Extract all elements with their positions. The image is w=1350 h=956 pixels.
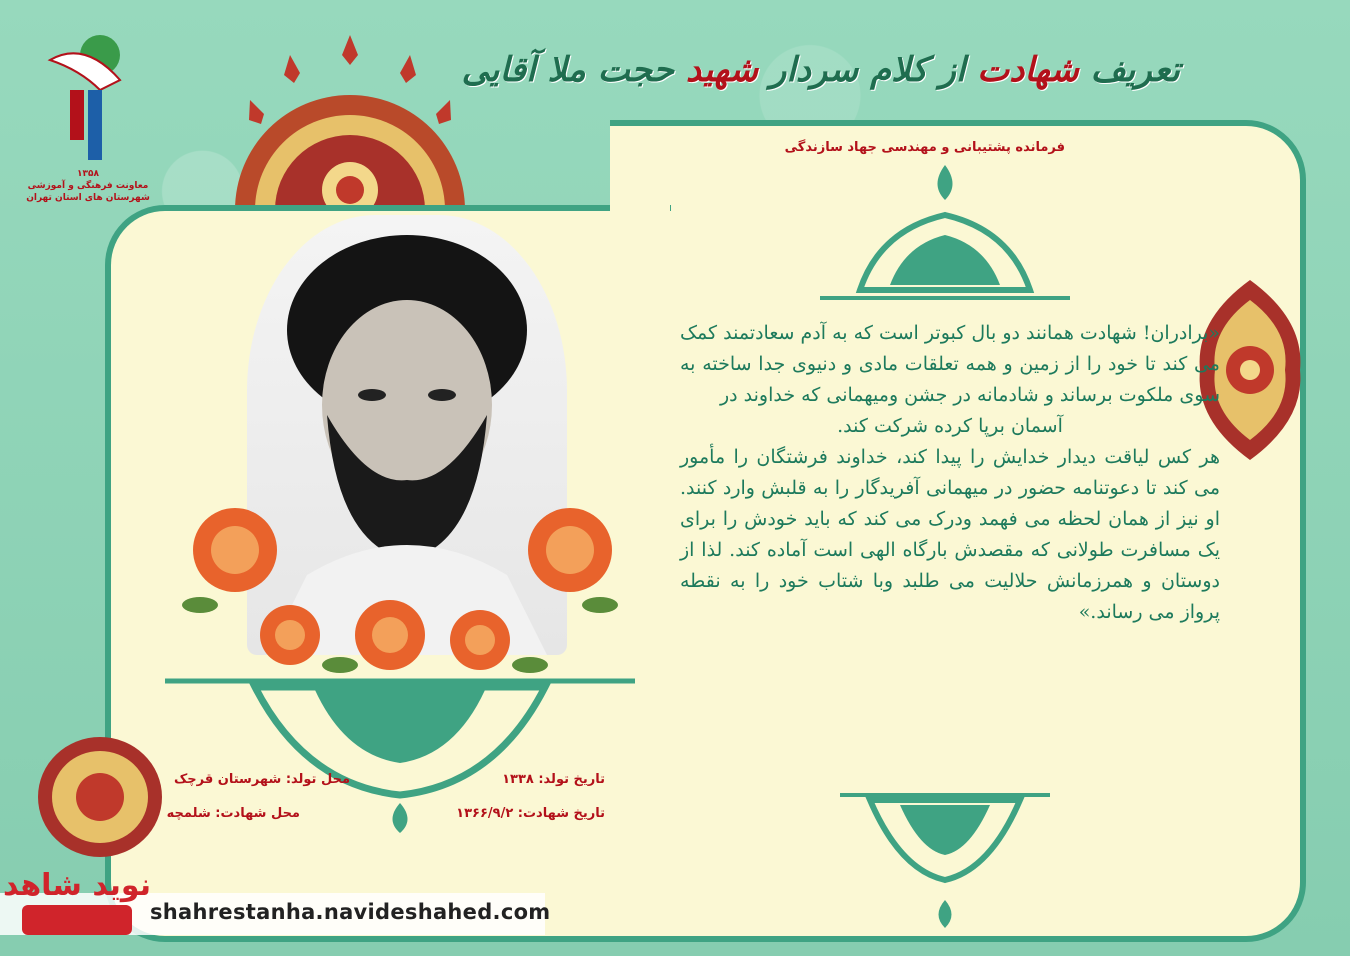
- brand-text: نوید شاهد: [2, 868, 152, 903]
- brand-logo: [2, 850, 152, 945]
- quote-paragraph-1: «برادران! شهادت همانند دو بال کبوتر است که به آدم سعادتمند کمک می کند تا خود را از زمین و همه تعلقات مادی و دنیوی جدا ساخته به سوی ملکوت برساند و شادمانه در جشن ومیهمانی که خداوند در: [680, 322, 1220, 406]
- title-name: حجت ملا آقایی: [461, 50, 675, 90]
- arabesque-top-icon: [820, 160, 1070, 305]
- martyrdom-date: تاریخ شهادت: ۱۳۶۶/۹/۲: [456, 806, 605, 821]
- panel-join: [610, 126, 670, 211]
- quote-paragraph-2: هر کس لیاقت دیدار خدایش را پیدا کند، خداوند فرشتگان را مأمور می کند تا دعوتنامه حضور در میهمانی آفریدگار را به قلبش وارد کنند. او نیز از همان لحظه می فهمد ودرک می کند که باید خودش را برای یک مسافرت طولانی که مقصدش بارگاه الهی است آماده کند. لذا از دوستان و همرزمانش حلالیت می طلبد وبا شتاب خود را به نقطه پرواز می رساند.»: [680, 446, 1220, 623]
- logo-year: ۱۳۵۸: [77, 169, 99, 179]
- logo-caption: [18, 168, 158, 204]
- page-subtitle: فرمانده پشتیبانی و مهندسی جهاد سازندگی: [784, 140, 1065, 155]
- title-prefix: تعریف: [1090, 50, 1180, 90]
- corner-medallion-icon: [35, 735, 165, 860]
- dome-ornament: [225, 30, 475, 210]
- logo-line2: شهرستان های استان تهران: [26, 193, 150, 203]
- quote-text: [680, 318, 1220, 628]
- arabesque-bottom-icon: [840, 790, 1050, 930]
- flower-decoration-icon: [160, 465, 630, 685]
- organization-logo-icon: [40, 20, 140, 170]
- title-red-word: شهادت: [977, 50, 1079, 90]
- title-red-word-2: شهید: [685, 50, 759, 90]
- website-url: shahrestanha.navideshahed.com: [150, 900, 551, 924]
- page-title: [462, 50, 1180, 90]
- martyrdom-place: محل شهادت: شلمچه: [166, 806, 300, 821]
- quote-paragraph-1-end: آسمان برپا کرده شرکت کند.: [837, 415, 1063, 437]
- title-middle: از کلام سردار: [770, 50, 966, 90]
- birth-date: تاریخ تولد: ۱۳۳۸: [502, 772, 605, 787]
- birth-place: محل تولد: شهرستان قرچک: [173, 772, 350, 787]
- logo-line1: معاونت فرهنگی و آموزشی: [27, 181, 149, 191]
